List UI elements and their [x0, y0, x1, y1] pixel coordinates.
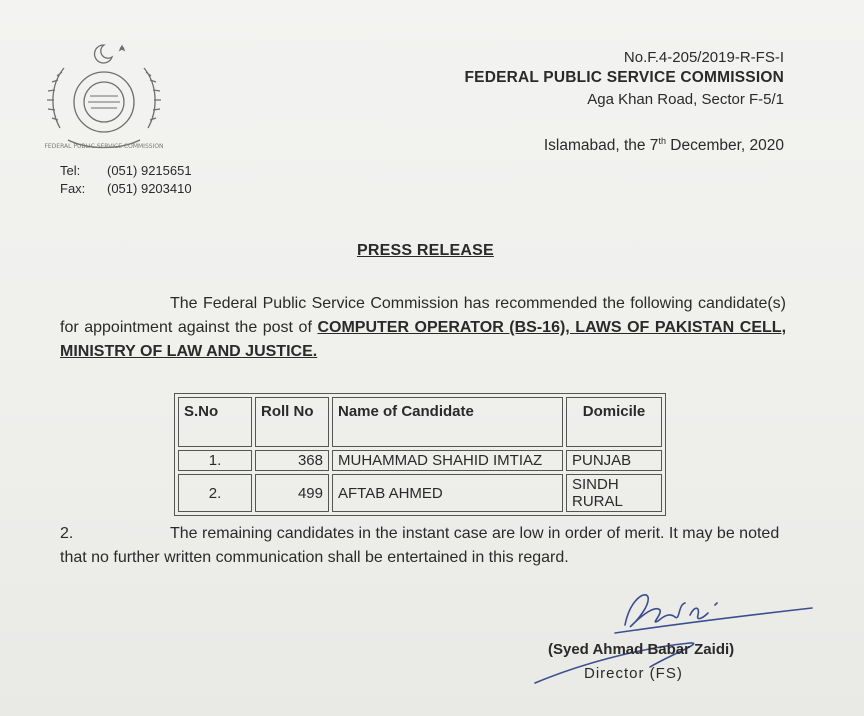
- paragraph-number: 2.: [60, 525, 74, 542]
- cell-domicile: SINDH RURAL: [566, 474, 662, 512]
- svg-text:FEDERAL PUBLIC SERVICE COMMISS: FEDERAL PUBLIC SERVICE COMMISSION: [44, 143, 164, 150]
- fax-line: [60, 181, 192, 196]
- table-header-row: [178, 397, 662, 447]
- remarks-paragraph: [60, 522, 786, 570]
- cell-domicile: PUNJAB: [566, 450, 662, 471]
- header-domicile: Domicile: [566, 397, 662, 447]
- signatory-designation: Director (FS): [584, 665, 683, 682]
- cell-name: MUHAMMAD SHAHID IMTIAZ: [332, 450, 563, 471]
- organization-address: Aga Khan Road, Sector F-5/1: [587, 91, 784, 108]
- cell-roll-no: 368: [255, 450, 329, 471]
- telephone-line: [60, 163, 192, 178]
- candidates-table: [174, 393, 666, 516]
- cell-name: AFTAB AHMED: [332, 474, 563, 512]
- fax-value: (051) 9203410: [107, 181, 192, 196]
- fpsc-emblem-icon: [38, 40, 170, 150]
- table-row: [178, 450, 662, 471]
- table-row: [178, 474, 662, 512]
- document-title: PRESS RELEASE: [357, 242, 494, 259]
- reference-number: No.F.4-205/2019-R-FS-I: [623, 49, 784, 66]
- header-name: Name of Candidate: [332, 397, 563, 447]
- tel-label: Tel:: [60, 163, 81, 178]
- cell-sno: 1.: [178, 450, 252, 471]
- cell-sno: 2.: [178, 474, 252, 512]
- date-line: Islamabad, the 7th December, 2020: [543, 136, 784, 154]
- organization-name: FEDERAL PUBLIC SERVICE COMMISSION: [464, 69, 784, 86]
- tel-value: (051) 9215651: [107, 163, 192, 178]
- signatory-name: (Syed Ahmad Babar Zaidi): [548, 641, 735, 658]
- paragraph2-text: The remaining candidates in the instant case are low in order of merit. It may be noted that no further written communication shall be entertained in this regard.: [60, 525, 780, 566]
- post-title: COMPUTER OPERATOR (BS-16), LAWS OF PAKISTAN CELL, MINISTRY OF LAW AND JUSTICE.: [60, 319, 787, 360]
- recommendation-paragraph: [60, 292, 786, 364]
- cell-roll-no: 499: [255, 474, 329, 512]
- paragraph1-text: The Federal Public Service Commission has recommended the following candidate(s) for appointment against the post of: [60, 295, 786, 336]
- header-sno: S.No: [178, 397, 252, 447]
- fax-label: Fax:: [60, 181, 86, 196]
- header-roll-no: Roll No: [255, 397, 329, 447]
